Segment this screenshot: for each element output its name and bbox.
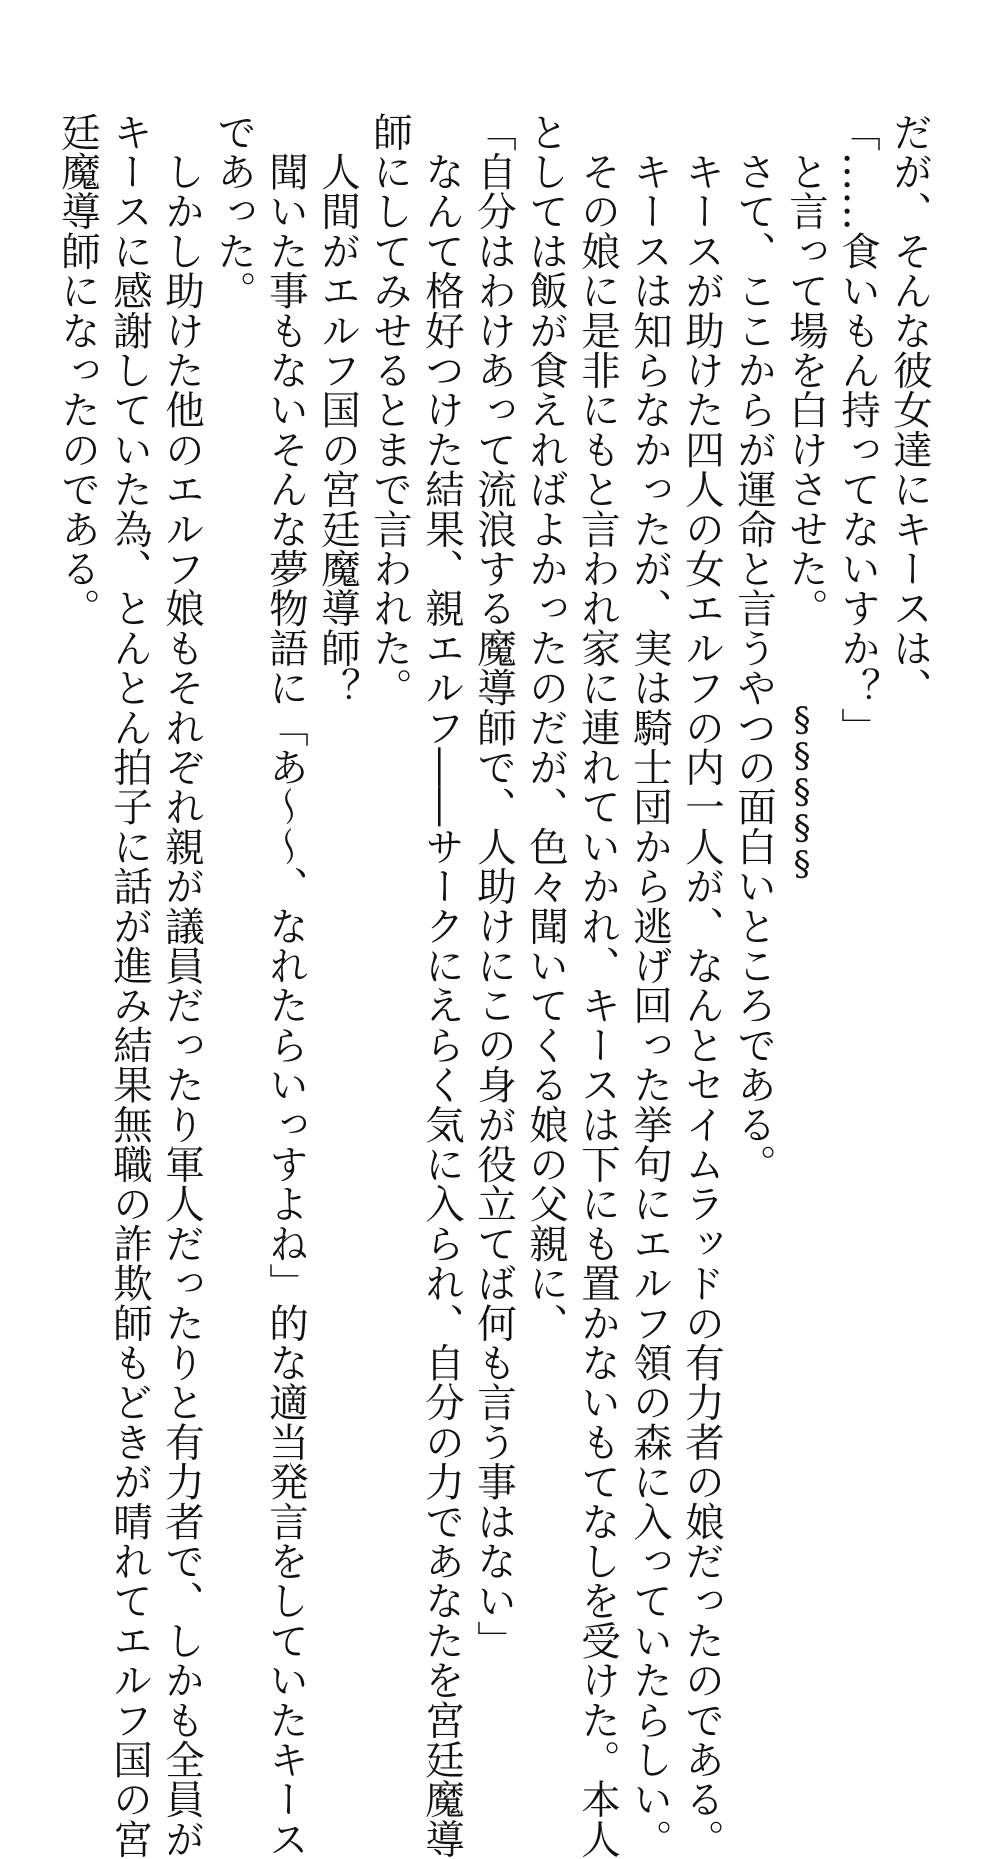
text-line: 人間がエルフ国の宮廷魔導師？ xyxy=(315,112,361,708)
text-line: であった。 xyxy=(211,112,257,311)
text-line: 「……食いもん持ってないすか？」 xyxy=(835,112,881,748)
text-line: さて、ここからが運命と言うやつの面白いところである。 xyxy=(731,112,777,1184)
text-line: だが、そんな彼女達にキースは、 xyxy=(887,112,933,708)
text-line: としては飯が食えればよかったのだが、色々聞いてくる娘の父親に、 xyxy=(523,112,569,1343)
text-line: キースは知らなかったが、実は騎士団から逃げ回った挙句にエルフ領の森に入っていたらしい。 xyxy=(627,112,673,1859)
text-line: 廷魔導師になったのである。 xyxy=(55,112,101,629)
section-break: §§§§§ xyxy=(782,700,822,880)
text-line: 師にしてみせるとまで言われた。 xyxy=(367,112,413,708)
text-line: キースに感謝していた為、とんとん拍子に話が進み結果無職の詐欺師もどきが晴れてエルフ国の宮 xyxy=(107,112,153,1859)
text-line: その娘に是非にもと言われ家に連れていかれ、キースは下にも置かないもてなしを受けた。本人 xyxy=(575,112,621,1859)
text-line: 聞いた事もないそんな夢物語に「あ〜〜、なれたらいっすよね」的な適当発言をしていたキース xyxy=(263,112,309,1859)
text-line: しかし助けた他のエルフ娘もそれぞれ親が議員だったり軍人だったりと有力者で、しかも全員が xyxy=(159,112,205,1859)
text-line: キースが助けた四人の女エルフの内一人が、なんとセイムラッドの有力者の娘だったのである。 xyxy=(679,112,725,1859)
text-line: と言って場を白けさせた。 xyxy=(783,112,829,629)
text-line: なんて格好つけた結果、親エルフ――サークにえらく気に入られ、自分の力であなたを宮廷魔導 xyxy=(419,112,465,1859)
text-line: 「自分はわけあって流浪する魔導師で、人助けにこの身が役立てば何も言う事はない」 xyxy=(471,112,517,1661)
